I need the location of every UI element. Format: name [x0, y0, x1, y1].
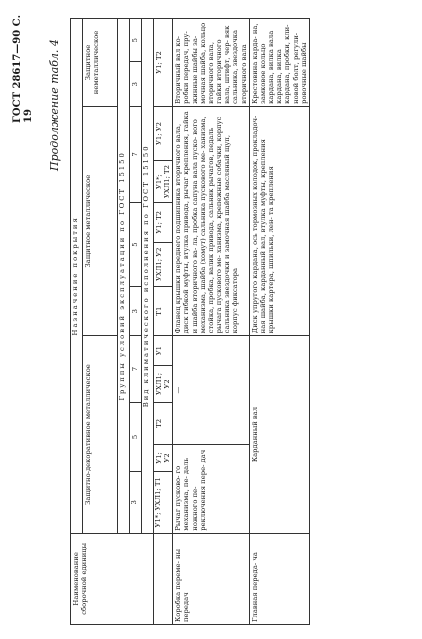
- row-name: Коробка переме- ны передач: [173, 533, 249, 624]
- type-header: У1; У2: [154, 444, 173, 471]
- row-name: Главная переда- ча: [249, 533, 309, 624]
- groups-cond-header: Группы условий эксплуатации по ГОСТ 15150: [118, 19, 130, 534]
- group-zn-header: Защитное неметаллическое: [83, 19, 118, 107]
- group-z-header: Защитное металлическое: [83, 106, 118, 335]
- type-header: УХЛ1; У2: [154, 365, 173, 402]
- num-header: 3: [130, 472, 142, 534]
- num-header: 5: [130, 203, 142, 287]
- type-header: У1; Т2: [154, 203, 173, 242]
- cell-zd-items: Рычаг пусково- го механизма, пе- даль ножного пе- реключения пере- дач: [173, 444, 249, 533]
- cell-z-items: Диск упругого кардана, ось тормозных колодок, прокладоч- ная шайба, карданный вал, втулка муфты, крепления крышки картера, шпильки, лен- та крепления: [249, 106, 309, 335]
- type-header: УХЛ1; У2: [154, 242, 173, 286]
- type-header: У1*; УХЛ1; Т2: [154, 161, 173, 203]
- cell-cardan: Карданный вал: [249, 336, 309, 533]
- purpose-header: Назначение покрытия: [71, 19, 83, 534]
- type-header: У1: [154, 336, 173, 366]
- climate-header: Вид климатического исполнения по ГОСТ 15150: [142, 19, 154, 534]
- page-header: ГОСТ 28617—90 С. 19: [12, 14, 34, 123]
- num-header: 3: [130, 62, 142, 106]
- col-name-header: Наименование сборочной единицы: [71, 533, 154, 624]
- cell-zn-items: Вторичный вал ко- робки передач, пру- жинные шайбы за- мочная шайба, кольцо вторичного вала, гайки вторичного вала, штифт, чер- вяк сальника, звездочка вторичного вала: [173, 19, 249, 107]
- num-header: 5: [130, 402, 142, 471]
- type-header: У1; Т2: [154, 19, 173, 107]
- type-header: Т2: [154, 402, 173, 444]
- cell-zn-items: Крестовина карда- на, замковое кольцо кардана, вилка вала кардана, вилка кардана, пробки, кли- новой болт, регули- ровочные шайбы: [249, 19, 309, 107]
- coverage-table: [70, 18, 310, 625]
- type-header: У1; У2: [154, 106, 173, 160]
- table-subtitle: Продолжение табл. 4: [48, 39, 61, 171]
- cell-z-items: Фланец крышки переднего подшипника вторичного вала, диск гибкой муфты, втулка привода, рычаг крепления, гайка и шайба вторичного ва- ла, пробка сапуна вала пуско- вого механизма, шайба (хомут) сальника пускового ме- ханизма, стойка, пробка, валик привода, сальник рычагов, педаль рычага пускового ме- ханизма, крепежные собачки, корпус сальника звездочки и замочная шайба масляный щуп, корпус фиксатора: [173, 106, 249, 335]
- cell-dash: —: [173, 336, 249, 445]
- group-zd-header: Защитно-декоративное металлическое: [83, 336, 118, 533]
- type-header: У1*; УХЛ1; Т1: [154, 472, 173, 534]
- type-header: Т1: [154, 286, 173, 335]
- num-header: 7: [130, 106, 142, 202]
- num-header: 5: [130, 19, 142, 62]
- num-header: 7: [130, 336, 142, 403]
- num-header: 3: [130, 286, 142, 335]
- type-header-spacer: [154, 533, 173, 624]
